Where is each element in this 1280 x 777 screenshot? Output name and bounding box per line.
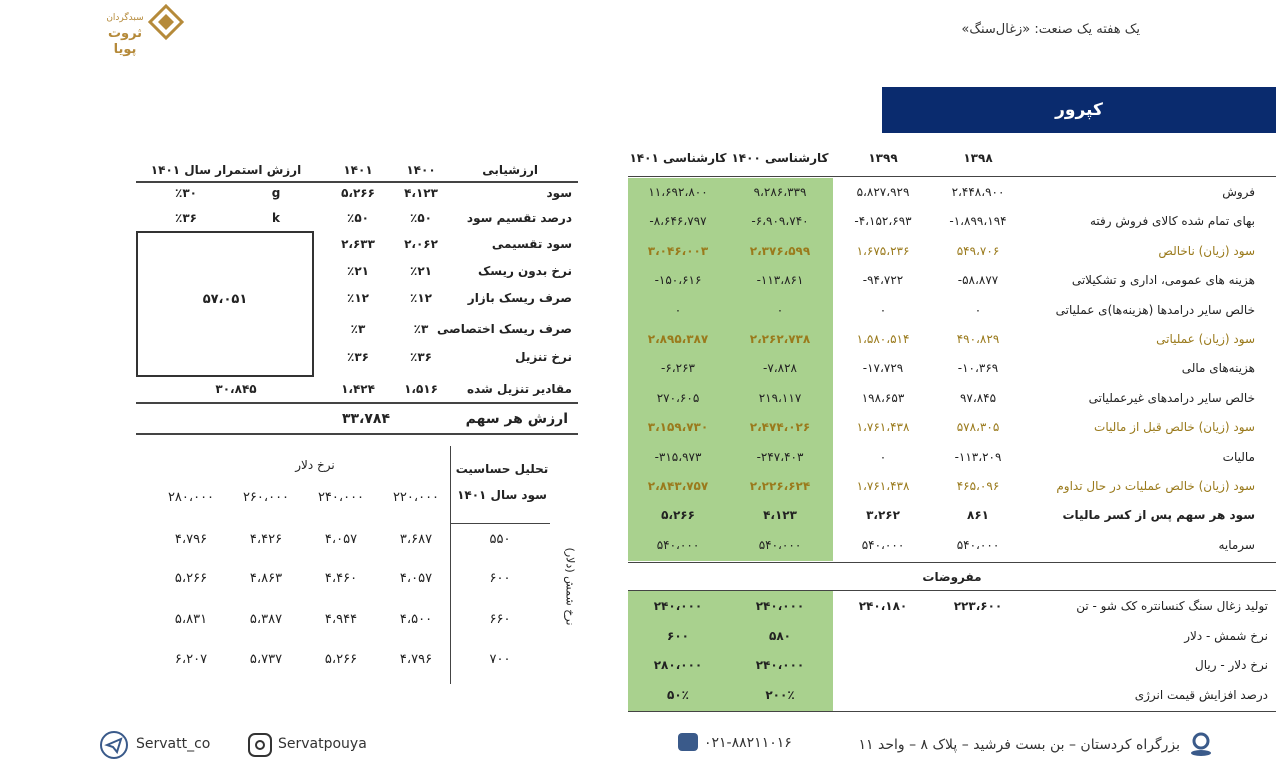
row-label: درصد افزایش قیمت انرژی <box>1134 687 1268 702</box>
valuation-cell: ۱،۴۲۴ <box>341 382 375 396</box>
table-cell: -۹۴،۷۲۲ <box>862 273 904 288</box>
sensitivity-row-label: ۶۶۰ <box>489 612 511 627</box>
table-cell: ۲،۸۴۳،۷۵۷ <box>647 479 709 493</box>
instagram-handle[interactable]: Servatpouya <box>278 736 367 752</box>
table-cell: ۱،۶۷۵،۲۳۶ <box>856 243 910 258</box>
table-row <box>628 178 1276 207</box>
table-cell: ۲،۲۶۲،۷۳۸ <box>749 332 811 346</box>
telegram-handle[interactable]: Servatt_co <box>136 736 211 752</box>
page-subtitle: یک هفته یک صنعت: «زغال‌سنگ» <box>961 22 1140 37</box>
valuation-label: صرف ریسک اختصاصی <box>437 322 572 336</box>
table-cell: ۲۴۰،۰۰۰ <box>653 599 703 613</box>
valuation-cell: ۴،۱۲۳ <box>404 186 438 200</box>
table-cell: ۱،۷۶۱،۴۳۸ <box>856 479 910 493</box>
divider <box>628 562 1276 563</box>
table-row <box>628 237 1276 266</box>
table-cell: -۱۵۰،۶۱۶ <box>654 273 702 288</box>
valuation-cell: ٪۵۰ <box>347 211 369 225</box>
table-cell: ۵۸۰ <box>769 628 791 643</box>
table-cell: ۲،۴۷۴،۰۲۶ <box>749 420 811 435</box>
table-row <box>628 296 1276 325</box>
table-cell: -۶،۹۰۹،۷۴۰ <box>751 214 809 229</box>
valuation-header-continuing: ارزش استمرار سال ۱۴۰۱ <box>150 163 302 177</box>
company-logo <box>100 4 190 57</box>
table-row <box>628 266 1276 295</box>
table-cell: ۸۶۱ <box>967 508 989 523</box>
row-label: سود (زیان) عملیاتی <box>1156 332 1255 346</box>
sensitivity-cell: ۵،۸۳۱ <box>174 612 208 627</box>
valuation-label: نرخ بدون ریسک <box>477 264 572 278</box>
valuation-cell: ٪۳ <box>413 322 429 336</box>
table-cell: ۱،۵۸۰،۵۱۴ <box>856 332 910 346</box>
telegram-icon <box>100 731 128 759</box>
valuation-cell: ٪۳۶ <box>410 350 432 364</box>
table-cell: -۲۴۷،۴۰۳ <box>756 449 804 464</box>
valuation-cell: ٪۳۰ <box>175 186 197 200</box>
row-label: تولید زغال سنگ کنسانتره کک شو - تن <box>1076 599 1268 613</box>
location-icon <box>1188 731 1214 757</box>
phone-number[interactable]: ۰۲۱-۸۸۲۱۱۰۱۶ <box>704 735 792 751</box>
sensitivity-col-header: ۲۴۰،۰۰۰ <box>317 490 365 505</box>
sensitivity-col-header: ۲۲۰،۰۰۰ <box>392 490 440 505</box>
table-cell: ۳،۱۵۹،۷۳۰ <box>647 420 709 435</box>
table-cell: ۵۴۹،۷۰۶ <box>956 243 1000 258</box>
sensitivity-cell: ۴،۵۰۰ <box>399 612 433 627</box>
table-cell: ۳،۰۴۶،۰۰۳ <box>647 243 709 258</box>
continuing-value: ۵۷،۰۵۱ <box>202 292 248 307</box>
header-1398: ۱۳۹۸ <box>963 151 993 165</box>
table-cell: -۵۸،۸۷۷ <box>957 273 999 288</box>
valuation-cell: ٪۳ <box>350 322 366 336</box>
sensitivity-cell: ۵،۲۶۶ <box>324 652 358 667</box>
table-row <box>628 384 1276 413</box>
divider <box>450 523 550 524</box>
sensitivity-row-label: ۶۰۰ <box>489 571 511 586</box>
header-1399: ۱۳۹۹ <box>868 151 898 165</box>
sensitivity-cell: ۴،۴۲۶ <box>249 532 283 547</box>
valuation-label: درصد تقسیم سود <box>466 211 572 225</box>
row-label: خالص سایر درامدهای غیرعملیاتی <box>1088 390 1255 405</box>
sensitivity-cell: ۵،۳۸۷ <box>249 612 283 627</box>
sensitivity-cell: ۴،۰۵۷ <box>399 571 433 586</box>
row-label: مالیات <box>1222 449 1255 464</box>
header-1401: کارشناسی ۱۴۰۱ <box>629 151 727 165</box>
table-cell: ۲،۴۴۸،۹۰۰ <box>951 185 1005 199</box>
table-cell: -۱،۸۹۹،۱۹۴ <box>949 214 1007 229</box>
valuation-cell: ٪۳۶ <box>175 211 197 225</box>
row-label: نرخ دلار - ریال <box>1195 658 1268 672</box>
bullion-rate-axis-label: نرخ شمش (دلار) <box>563 547 577 626</box>
valuation-header-1400: ۱۴۰۰ <box>406 163 436 177</box>
row-label: سود (زیان) خالص قبل از مالیات <box>1094 420 1255 435</box>
sensitivity-cell: ۴،۷۹۶ <box>399 652 433 667</box>
table-cell: ۲۱۹،۱۱۷ <box>758 390 802 405</box>
divider <box>628 590 1276 591</box>
table-cell: ۱،۷۶۱،۴۳۸ <box>856 420 910 435</box>
table-cell: ۲،۲۲۶،۶۲۴ <box>749 479 811 493</box>
valuation-cell: ۲،۶۳۳ <box>341 237 375 251</box>
sensitivity-cell: ۶،۲۰۷ <box>174 652 208 667</box>
table-cell: ۵۴۰،۰۰۰ <box>956 537 1000 552</box>
sensitivity-row-label: ۷۰۰ <box>489 652 511 667</box>
table-row <box>628 501 1276 530</box>
table-row <box>628 354 1276 383</box>
share-value-label: ارزش هر سهم <box>465 411 568 427</box>
valuation-cell: ٪۱۲ <box>347 291 369 305</box>
table-cell: ۲۴۰،۰۰۰ <box>755 658 805 672</box>
table-cell: ۲۴۰،۰۰۰ <box>755 599 805 613</box>
table-cell: ۵۰٪ <box>667 687 689 702</box>
row-label: هزینه های عمومی، اداری و تشکیلاتی <box>1071 273 1255 288</box>
table-cell: ۲،۸۹۵،۳۸۷ <box>647 332 709 346</box>
table-cell: ۵۴۰،۰۰۰ <box>758 537 802 552</box>
sensitivity-row-label: ۵۵۰ <box>489 532 511 547</box>
divider <box>628 176 1276 177</box>
share-value: ۳۳،۷۸۴ <box>341 411 391 427</box>
table-cell: ۰ <box>879 449 887 464</box>
header-1400: کارشناسی ۱۴۰۰ <box>731 151 829 165</box>
logo-mark-icon <box>148 4 184 48</box>
assumption-row <box>628 622 1276 651</box>
assumptions-title: مفروضات <box>922 570 982 584</box>
table-cell: ۹،۲۸۶،۳۳۹ <box>753 185 807 199</box>
row-label: فروش <box>1222 185 1255 199</box>
table-cell: ۶۰۰ <box>667 628 689 643</box>
table-cell: ۰ <box>674 302 682 317</box>
table-row <box>628 472 1276 501</box>
valuation-label: نرخ تنزیل <box>515 350 572 364</box>
table-cell: ۲،۳۷۶،۵۹۹ <box>749 243 811 258</box>
table-cell: ۲۰۰٪ <box>765 687 795 702</box>
sensitivity-cell: ۴،۰۵۷ <box>324 532 358 547</box>
valuation-label: مقادیر تنزیل شده <box>467 382 572 396</box>
sensitivity-cell: ۴،۴۶۰ <box>324 571 358 586</box>
row-label: سود (زیان) خالص عملیات در حال تداوم <box>1056 479 1255 493</box>
table-cell: ۲۷۰،۶۰۵ <box>656 390 700 405</box>
table-cell: -۶،۲۶۳ <box>661 361 695 376</box>
sensitivity-cell: ۳،۶۸۷ <box>399 532 433 547</box>
table-row <box>628 207 1276 236</box>
assumption-row <box>628 681 1276 710</box>
table-cell: ۵،۸۲۷،۹۲۹ <box>856 185 910 199</box>
table-cell: ۰ <box>974 302 982 317</box>
sensitivity-cell: ۴،۷۹۶ <box>174 532 208 547</box>
valuation-header-1401: ۱۴۰۱ <box>343 163 373 177</box>
table-cell: -۱۱۳،۸۶۱ <box>756 273 804 288</box>
table-cell: ۵،۲۶۶ <box>661 508 695 523</box>
valuation-cell: ٪۲۱ <box>347 264 369 278</box>
share-value-row <box>136 405 578 433</box>
table-cell: ۴،۱۲۳ <box>763 508 797 523</box>
row-label: خالص سایر درامدها (هزینه‌ها)ی عملیاتی <box>1055 302 1255 317</box>
table-row <box>628 413 1276 442</box>
valuation-label: صرف ریسک بازار <box>467 291 572 305</box>
row-label: سرمایه <box>1218 537 1255 552</box>
table-cell: -۱۰،۳۶۹ <box>957 361 999 376</box>
valuation-cell: ۵،۲۶۶ <box>341 186 375 200</box>
table-cell: ۵۴۰،۰۰۰ <box>656 537 700 552</box>
valuation-row <box>136 205 578 231</box>
logo-text: سبدگردان ثروت پویا <box>106 13 144 57</box>
table-cell: ۴۹۰،۸۲۹ <box>956 332 1000 346</box>
sensitivity-col-header: ۲۸۰،۰۰۰ <box>167 490 215 505</box>
sensitivity-cell: ۵،۷۳۷ <box>249 652 283 667</box>
table-cell: ۹۷،۸۴۵ <box>959 390 997 405</box>
table-cell: ۵۴۰،۰۰۰ <box>861 537 905 552</box>
valuation-cell: ٪۳۶ <box>347 350 369 364</box>
sensitivity-cell: ۴،۸۶۳ <box>249 571 283 586</box>
table-row <box>628 325 1276 354</box>
row-label: بهای تمام شده کالای فروش رفته <box>1090 214 1255 229</box>
row-label: سود هر سهم پس از کسر مالیات <box>1062 508 1255 523</box>
valuation-cell: ۱،۵۱۶ <box>404 382 438 396</box>
table-cell: -۱۱۳،۲۰۹ <box>954 449 1002 464</box>
table-cell: ۳،۲۶۲ <box>866 508 900 523</box>
valuation-label: سود <box>546 186 572 200</box>
valuation-cell: k <box>272 211 280 225</box>
table-cell: ۲۴۰،۱۸۰ <box>858 599 908 613</box>
divider <box>450 446 451 684</box>
divider <box>628 711 1276 712</box>
assumption-row <box>628 651 1276 680</box>
valuation-cell: ٪۲۱ <box>410 264 432 278</box>
instagram-icon <box>248 733 272 757</box>
row-label: هزینه‌های مالی <box>1181 361 1255 376</box>
table-row <box>628 531 1276 560</box>
valuation-cell: g <box>271 186 281 200</box>
valuation-cell: ٪۵۰ <box>410 211 432 225</box>
table-cell: -۴،۱۵۲،۶۹۳ <box>854 214 912 229</box>
valuation-header-label: ارزشیابی <box>482 163 538 177</box>
table-cell: -۱۷،۷۲۹ <box>862 361 904 376</box>
sensitivity-cell: ۴،۹۴۴ <box>324 612 358 627</box>
assumption-row <box>628 592 1276 621</box>
valuation-row <box>136 376 578 402</box>
table-cell: ۰ <box>776 302 784 317</box>
table-cell: ۰ <box>879 302 887 317</box>
company-banner: کپرور <box>882 87 1276 133</box>
sensitivity-col-header: ۲۶۰،۰۰۰ <box>242 490 290 505</box>
sensitivity-title: تحلیل حساسیت <box>455 462 549 476</box>
row-label: نرخ شمش - دلار <box>1184 628 1268 643</box>
valuation-cell: ٪۱۲ <box>410 291 432 305</box>
address: بزرگراه کردستان – بن بست فرشید – پلاک ۸ – واحد ۱۱ <box>858 737 1180 753</box>
main-table-header <box>628 144 1276 173</box>
valuation-label: سود تقسیمی <box>491 237 572 251</box>
valuation-cell: ۳۰،۸۴۵ <box>215 382 257 396</box>
dollar-rate-axis-label: نرخ دلار <box>295 458 335 472</box>
table-cell: -۸،۶۴۶،۷۹۷ <box>649 214 707 229</box>
table-cell: ۱۹۸،۶۵۳ <box>861 390 905 405</box>
phone-icon <box>678 733 698 751</box>
valuation-cell: ۲،۰۶۲ <box>404 237 438 251</box>
table-cell: ۵۷۸،۳۰۵ <box>956 420 1000 435</box>
sensitivity-cell: ۵،۲۶۶ <box>174 571 208 586</box>
table-cell: ۲۸۰،۰۰۰ <box>653 658 703 672</box>
valuation-row <box>136 180 578 206</box>
row-label: سود (زیان) ناخالص <box>1158 243 1255 258</box>
divider <box>136 433 578 435</box>
table-cell: ۴۶۵،۰۹۶ <box>956 479 1000 493</box>
table-cell: -۳۱۵،۹۷۳ <box>654 449 702 464</box>
table-cell: ۲۲۳،۶۰۰ <box>953 599 1003 613</box>
sensitivity-subtitle: سود سال ۱۴۰۱ <box>457 488 547 502</box>
divider <box>136 402 578 404</box>
table-row <box>628 443 1276 472</box>
table-cell: ۱۱،۶۹۲،۸۰۰ <box>648 185 708 199</box>
table-cell: -۷،۸۲۸ <box>763 361 797 376</box>
